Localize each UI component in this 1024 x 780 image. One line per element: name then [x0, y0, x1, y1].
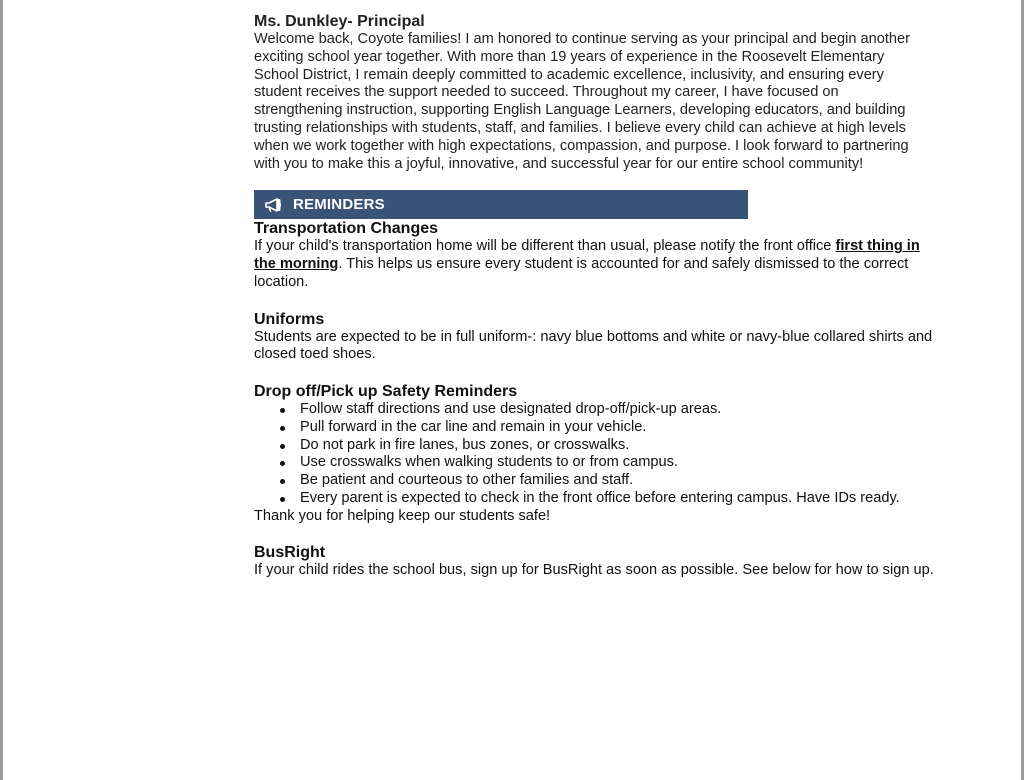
transportation-title: Transportation Changes — [254, 220, 439, 238]
dropoff-closing: Thank you for helping keep our students safe! — [254, 507, 551, 524]
dropoff-title: Drop off/Pick up Safety Reminders — [254, 382, 518, 400]
spacer — [254, 526, 934, 544]
list-item — [300, 437, 936, 455]
bullet-icon — [280, 426, 285, 431]
busright-text: If your child rides the school bus, sign up for BusRight as soon as possible. See below for how to sign up. — [254, 562, 934, 579]
reminders-banner-label: REMINDERS — [293, 195, 385, 213]
megaphone-icon — [265, 198, 285, 212]
bullet-icon — [280, 479, 285, 484]
principal-message: Welcome back, Coyote families! I am honored to continue serving as your principal and begin another exciting school year together. With more than 19 years of experience in the Roosevelt Elementary School District, I remain deeply committed to academic excellence, inclusivity, and ensuring every student receives the support needed to succeed. Throughout my career, I have focused on strengthening instruction, supporting English Language Learners, developing educators, and building trusting relationships with students, staff, and families. I believe every child can achieve at high levels when we work together with high expectations, compassion, and purpose. I look forward to partnering with you to make this a joyful, innovative, and successful year for our entire school community! — [254, 31, 910, 172]
bullet-icon — [280, 497, 285, 502]
list-item-text: Do not park in fire lanes, bus zones, or crosswalks. — [300, 436, 630, 453]
list-item-text: Every parent is expected to check in the front office before entering campus. Have IDs ready. — [300, 489, 900, 506]
bullet-icon — [280, 461, 285, 466]
spacer — [254, 364, 934, 382]
uniforms-title: Uniforms — [254, 310, 325, 328]
transportation-text-after: . This helps us ensure every student is accounted for and safely dismissed to the correct location. — [254, 256, 909, 290]
dropoff-list — [254, 401, 936, 508]
principal-title: Ms. Dunkley- Principal — [254, 13, 425, 30]
transportation-emphasis: first thing in the morning — [254, 238, 920, 273]
transportation-text — [254, 238, 934, 291]
principal-section — [254, 12, 934, 173]
list-item — [300, 454, 936, 472]
bullet-icon — [280, 444, 285, 449]
page-edge-left — [0, 0, 3, 780]
list-item — [300, 401, 936, 419]
busright-section — [254, 543, 934, 580]
list-item — [300, 419, 936, 437]
reminders-banner — [254, 190, 748, 219]
list-item — [300, 472, 936, 490]
transportation-section — [254, 219, 934, 291]
bullet-icon — [280, 408, 285, 413]
list-item-text: Follow staff directions and use designated drop-off/pick-up areas. — [300, 400, 722, 417]
list-item-text: Be patient and courteous to other families and staff. — [300, 472, 634, 489]
uniforms-section — [254, 310, 934, 365]
uniforms-text: Students are expected to be in full uniform-: navy blue bottoms and white or navy-blue collared shirts and closed toed shoes. — [254, 328, 933, 363]
transportation-text-before: If your child's transportation home will be different than usual, please notify the front office — [254, 238, 836, 255]
spacer — [254, 292, 934, 310]
dropoff-section — [254, 382, 934, 526]
busright-title: BusRight — [254, 544, 326, 562]
list-item-text: Use crosswalks when walking students to or from campus. — [300, 454, 678, 471]
list-item — [300, 490, 936, 508]
document-page — [254, 12, 934, 580]
list-item-text: Pull forward in the car line and remain in your vehicle. — [300, 418, 647, 435]
